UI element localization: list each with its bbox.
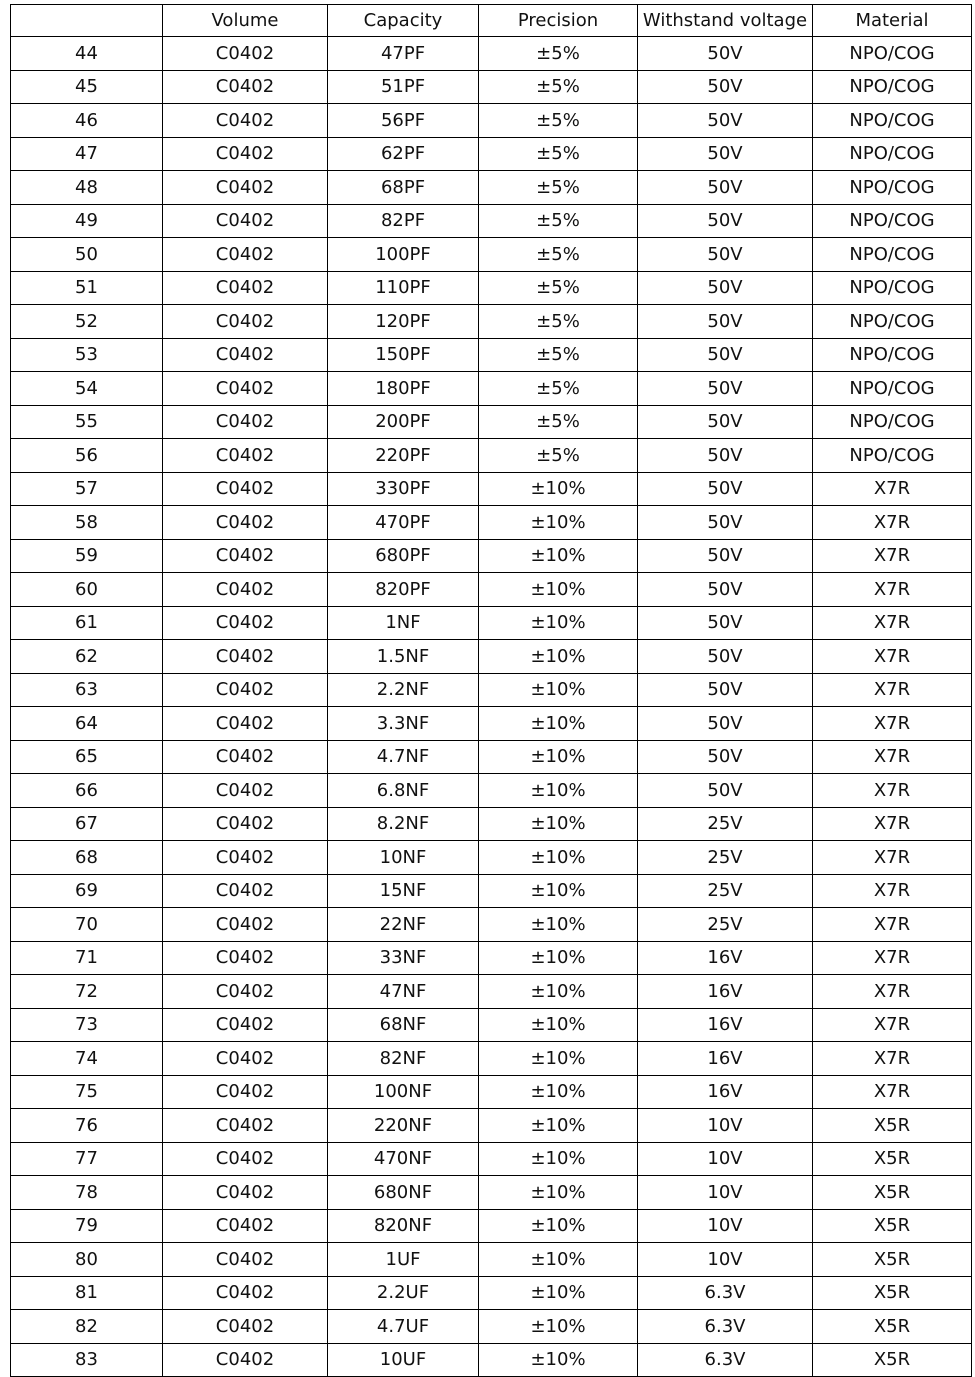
cell-capacity: 62PF xyxy=(328,137,479,171)
cell-capacity: 10UF xyxy=(328,1343,479,1377)
table-row xyxy=(11,1142,972,1176)
cell-volume: C0402 xyxy=(163,1176,328,1210)
cell-volume: C0402 xyxy=(163,238,328,272)
cell-capacity: 22NF xyxy=(328,908,479,942)
cell-precision: ±10% xyxy=(479,807,638,841)
table-row xyxy=(11,941,972,975)
cell-withstand-voltage: 25V xyxy=(638,908,813,942)
cell-material: NPO/COG xyxy=(813,104,972,138)
cell-precision: ±10% xyxy=(479,774,638,808)
cell-precision: ±10% xyxy=(479,573,638,607)
cell-capacity: 200PF xyxy=(328,405,479,439)
cell-capacity: 68NF xyxy=(328,1008,479,1042)
cell-withstand-voltage: 50V xyxy=(638,104,813,138)
cell-withstand-voltage: 50V xyxy=(638,137,813,171)
cell-material: NPO/COG xyxy=(813,137,972,171)
cell-withstand-voltage: 50V xyxy=(638,204,813,238)
cell-material: X7R xyxy=(813,908,972,942)
cell-withstand-voltage: 50V xyxy=(638,70,813,104)
cell-capacity: 220NF xyxy=(328,1109,479,1143)
table-row xyxy=(11,1109,972,1143)
cell-material: X7R xyxy=(813,807,972,841)
cell-index: 81 xyxy=(11,1276,163,1310)
header-volume: Volume xyxy=(163,5,328,37)
cell-withstand-voltage: 50V xyxy=(638,640,813,674)
table-row xyxy=(11,338,972,372)
cell-capacity: 120PF xyxy=(328,305,479,339)
cell-index: 44 xyxy=(11,37,163,71)
cell-index: 49 xyxy=(11,204,163,238)
cell-withstand-voltage: 50V xyxy=(638,37,813,71)
cell-index: 55 xyxy=(11,405,163,439)
cell-volume: C0402 xyxy=(163,1042,328,1076)
cell-precision: ±10% xyxy=(479,975,638,1009)
cell-volume: C0402 xyxy=(163,472,328,506)
cell-capacity: 680PF xyxy=(328,539,479,573)
cell-material: NPO/COG xyxy=(813,372,972,406)
cell-material: X7R xyxy=(813,472,972,506)
cell-volume: C0402 xyxy=(163,271,328,305)
table-row xyxy=(11,137,972,171)
cell-material: X7R xyxy=(813,673,972,707)
header-material: Material xyxy=(813,5,972,37)
cell-material: NPO/COG xyxy=(813,439,972,473)
table-row xyxy=(11,439,972,473)
cell-volume: C0402 xyxy=(163,673,328,707)
cell-precision: ±10% xyxy=(479,941,638,975)
table-row xyxy=(11,740,972,774)
cell-capacity: 1UF xyxy=(328,1243,479,1277)
cell-capacity: 470PF xyxy=(328,506,479,540)
cell-index: 58 xyxy=(11,506,163,540)
cell-precision: ±10% xyxy=(479,506,638,540)
table-row xyxy=(11,171,972,205)
cell-material: X5R xyxy=(813,1310,972,1344)
cell-volume: C0402 xyxy=(163,606,328,640)
cell-volume: C0402 xyxy=(163,1142,328,1176)
table-row xyxy=(11,1276,972,1310)
cell-precision: ±10% xyxy=(479,874,638,908)
cell-withstand-voltage: 50V xyxy=(638,506,813,540)
cell-precision: ±5% xyxy=(479,271,638,305)
cell-index: 83 xyxy=(11,1343,163,1377)
cell-volume: C0402 xyxy=(163,1310,328,1344)
cell-capacity: 100NF xyxy=(328,1075,479,1109)
cell-volume: C0402 xyxy=(163,707,328,741)
cell-index: 53 xyxy=(11,338,163,372)
cell-withstand-voltage: 10V xyxy=(638,1176,813,1210)
cell-index: 48 xyxy=(11,171,163,205)
cell-precision: ±5% xyxy=(479,372,638,406)
cell-precision: ±5% xyxy=(479,305,638,339)
cell-precision: ±10% xyxy=(479,1042,638,1076)
cell-capacity: 4.7UF xyxy=(328,1310,479,1344)
cell-capacity: 15NF xyxy=(328,874,479,908)
cell-withstand-voltage: 50V xyxy=(638,472,813,506)
cell-precision: ±10% xyxy=(479,841,638,875)
table-row xyxy=(11,305,972,339)
cell-capacity: 8.2NF xyxy=(328,807,479,841)
cell-material: NPO/COG xyxy=(813,338,972,372)
table-row xyxy=(11,874,972,908)
cell-precision: ±5% xyxy=(479,338,638,372)
cell-material: X5R xyxy=(813,1343,972,1377)
cell-material: X7R xyxy=(813,640,972,674)
cell-index: 64 xyxy=(11,707,163,741)
cell-index: 54 xyxy=(11,372,163,406)
table-row xyxy=(11,506,972,540)
cell-volume: C0402 xyxy=(163,740,328,774)
cell-index: 78 xyxy=(11,1176,163,1210)
cell-index: 80 xyxy=(11,1243,163,1277)
table-row xyxy=(11,37,972,71)
cell-material: NPO/COG xyxy=(813,238,972,272)
cell-precision: ±5% xyxy=(479,171,638,205)
cell-material: X5R xyxy=(813,1276,972,1310)
cell-withstand-voltage: 10V xyxy=(638,1209,813,1243)
cell-withstand-voltage: 16V xyxy=(638,975,813,1009)
cell-index: 79 xyxy=(11,1209,163,1243)
cell-capacity: 180PF xyxy=(328,372,479,406)
table-row xyxy=(11,1176,972,1210)
cell-material: NPO/COG xyxy=(813,171,972,205)
cell-precision: ±10% xyxy=(479,1109,638,1143)
cell-precision: ±5% xyxy=(479,439,638,473)
cell-precision: ±10% xyxy=(479,1209,638,1243)
cell-capacity: 47PF xyxy=(328,37,479,71)
cell-precision: ±10% xyxy=(479,1243,638,1277)
cell-material: X7R xyxy=(813,774,972,808)
cell-volume: C0402 xyxy=(163,171,328,205)
cell-withstand-voltage: 16V xyxy=(638,1042,813,1076)
cell-capacity: 33NF xyxy=(328,941,479,975)
table-row xyxy=(11,1310,972,1344)
cell-capacity: 2.2NF xyxy=(328,673,479,707)
cell-capacity: 2.2UF xyxy=(328,1276,479,1310)
cell-withstand-voltage: 6.3V xyxy=(638,1343,813,1377)
cell-withstand-voltage: 50V xyxy=(638,271,813,305)
cell-volume: C0402 xyxy=(163,841,328,875)
cell-material: X7R xyxy=(813,941,972,975)
cell-index: 74 xyxy=(11,1042,163,1076)
cell-material: NPO/COG xyxy=(813,305,972,339)
cell-precision: ±10% xyxy=(479,1310,638,1344)
cell-precision: ±5% xyxy=(479,137,638,171)
table-row xyxy=(11,908,972,942)
cell-capacity: 470NF xyxy=(328,1142,479,1176)
cell-withstand-voltage: 10V xyxy=(638,1243,813,1277)
cell-precision: ±10% xyxy=(479,1075,638,1109)
cell-capacity: 82NF xyxy=(328,1042,479,1076)
cell-volume: C0402 xyxy=(163,573,328,607)
table-row xyxy=(11,204,972,238)
cell-material: X5R xyxy=(813,1243,972,1277)
cell-index: 51 xyxy=(11,271,163,305)
cell-material: X7R xyxy=(813,841,972,875)
table-row xyxy=(11,807,972,841)
cell-capacity: 6.8NF xyxy=(328,774,479,808)
cell-volume: C0402 xyxy=(163,104,328,138)
cell-volume: C0402 xyxy=(163,70,328,104)
cell-withstand-voltage: 16V xyxy=(638,1008,813,1042)
header-row xyxy=(11,5,972,37)
cell-material: NPO/COG xyxy=(813,70,972,104)
cell-withstand-voltage: 50V xyxy=(638,539,813,573)
table-row xyxy=(11,1343,972,1377)
table-row xyxy=(11,1042,972,1076)
cell-withstand-voltage: 10V xyxy=(638,1142,813,1176)
cell-material: X7R xyxy=(813,539,972,573)
header-capacity: Capacity xyxy=(328,5,479,37)
cell-material: NPO/COG xyxy=(813,204,972,238)
header-precision: Precision xyxy=(479,5,638,37)
cell-volume: C0402 xyxy=(163,1243,328,1277)
cell-volume: C0402 xyxy=(163,539,328,573)
cell-index: 68 xyxy=(11,841,163,875)
cell-material: NPO/COG xyxy=(813,271,972,305)
table-row xyxy=(11,472,972,506)
cell-withstand-voltage: 50V xyxy=(638,238,813,272)
table-row xyxy=(11,70,972,104)
table-row xyxy=(11,104,972,138)
cell-index: 52 xyxy=(11,305,163,339)
cell-material: X5R xyxy=(813,1142,972,1176)
cell-volume: C0402 xyxy=(163,941,328,975)
table-row xyxy=(11,841,972,875)
cell-precision: ±10% xyxy=(479,1142,638,1176)
table-row xyxy=(11,1243,972,1277)
table-row xyxy=(11,1209,972,1243)
cell-volume: C0402 xyxy=(163,1075,328,1109)
cell-withstand-voltage: 16V xyxy=(638,1075,813,1109)
cell-index: 47 xyxy=(11,137,163,171)
cell-volume: C0402 xyxy=(163,204,328,238)
cell-withstand-voltage: 25V xyxy=(638,841,813,875)
cell-index: 77 xyxy=(11,1142,163,1176)
cell-precision: ±10% xyxy=(479,1008,638,1042)
cell-index: 66 xyxy=(11,774,163,808)
cell-material: NPO/COG xyxy=(813,37,972,71)
cell-capacity: 10NF xyxy=(328,841,479,875)
cell-capacity: 4.7NF xyxy=(328,740,479,774)
cell-capacity: 51PF xyxy=(328,70,479,104)
cell-index: 70 xyxy=(11,908,163,942)
cell-volume: C0402 xyxy=(163,1008,328,1042)
cell-withstand-voltage: 50V xyxy=(638,171,813,205)
cell-volume: C0402 xyxy=(163,405,328,439)
cell-index: 46 xyxy=(11,104,163,138)
cell-index: 62 xyxy=(11,640,163,674)
table-row xyxy=(11,774,972,808)
table-header xyxy=(11,5,972,37)
cell-index: 59 xyxy=(11,539,163,573)
cell-index: 45 xyxy=(11,70,163,104)
table-row xyxy=(11,539,972,573)
cell-capacity: 680NF xyxy=(328,1176,479,1210)
cell-material: X7R xyxy=(813,1008,972,1042)
cell-index: 60 xyxy=(11,573,163,607)
cell-precision: ±10% xyxy=(479,1343,638,1377)
cell-capacity: 1NF xyxy=(328,606,479,640)
cell-withstand-voltage: 50V xyxy=(638,740,813,774)
cell-withstand-voltage: 50V xyxy=(638,707,813,741)
cell-withstand-voltage: 50V xyxy=(638,338,813,372)
cell-index: 75 xyxy=(11,1075,163,1109)
cell-volume: C0402 xyxy=(163,874,328,908)
table-row xyxy=(11,640,972,674)
cell-material: X7R xyxy=(813,1042,972,1076)
cell-precision: ±5% xyxy=(479,238,638,272)
table-row xyxy=(11,1008,972,1042)
cell-withstand-voltage: 50V xyxy=(638,305,813,339)
cell-precision: ±10% xyxy=(479,740,638,774)
cell-withstand-voltage: 6.3V xyxy=(638,1276,813,1310)
cell-precision: ±10% xyxy=(479,1276,638,1310)
table-row xyxy=(11,1075,972,1109)
capacitor-spec-table xyxy=(10,4,972,1377)
cell-capacity: 3.3NF xyxy=(328,707,479,741)
header-index xyxy=(11,5,163,37)
cell-precision: ±5% xyxy=(479,405,638,439)
cell-index: 67 xyxy=(11,807,163,841)
cell-precision: ±10% xyxy=(479,539,638,573)
cell-material: X7R xyxy=(813,606,972,640)
cell-precision: ±10% xyxy=(479,673,638,707)
cell-capacity: 82PF xyxy=(328,204,479,238)
cell-material: X7R xyxy=(813,1075,972,1109)
cell-capacity: 1.5NF xyxy=(328,640,479,674)
cell-withstand-voltage: 50V xyxy=(638,774,813,808)
table-row xyxy=(11,606,972,640)
cell-withstand-voltage: 50V xyxy=(638,673,813,707)
cell-material: X7R xyxy=(813,506,972,540)
cell-withstand-voltage: 50V xyxy=(638,439,813,473)
cell-precision: ±10% xyxy=(479,606,638,640)
cell-volume: C0402 xyxy=(163,37,328,71)
cell-volume: C0402 xyxy=(163,640,328,674)
cell-capacity: 47NF xyxy=(328,975,479,1009)
cell-index: 72 xyxy=(11,975,163,1009)
cell-index: 50 xyxy=(11,238,163,272)
cell-capacity: 150PF xyxy=(328,338,479,372)
cell-volume: C0402 xyxy=(163,908,328,942)
cell-precision: ±5% xyxy=(479,104,638,138)
table-row xyxy=(11,673,972,707)
cell-capacity: 330PF xyxy=(328,472,479,506)
cell-material: X7R xyxy=(813,975,972,1009)
cell-capacity: 110PF xyxy=(328,271,479,305)
header-withstand-voltage: Withstand voltage xyxy=(638,5,813,37)
cell-volume: C0402 xyxy=(163,338,328,372)
cell-withstand-voltage: 25V xyxy=(638,807,813,841)
cell-withstand-voltage: 50V xyxy=(638,606,813,640)
table-row xyxy=(11,975,972,1009)
cell-volume: C0402 xyxy=(163,439,328,473)
cell-withstand-voltage: 50V xyxy=(638,372,813,406)
table-row xyxy=(11,372,972,406)
cell-capacity: 220PF xyxy=(328,439,479,473)
cell-index: 73 xyxy=(11,1008,163,1042)
cell-capacity: 56PF xyxy=(328,104,479,138)
cell-withstand-voltage: 50V xyxy=(638,573,813,607)
cell-index: 69 xyxy=(11,874,163,908)
cell-volume: C0402 xyxy=(163,1109,328,1143)
cell-withstand-voltage: 25V xyxy=(638,874,813,908)
table-body xyxy=(11,37,972,1377)
table-row xyxy=(11,707,972,741)
cell-index: 82 xyxy=(11,1310,163,1344)
cell-volume: C0402 xyxy=(163,372,328,406)
cell-precision: ±10% xyxy=(479,908,638,942)
cell-index: 71 xyxy=(11,941,163,975)
cell-material: NPO/COG xyxy=(813,405,972,439)
cell-precision: ±10% xyxy=(479,1176,638,1210)
cell-index: 76 xyxy=(11,1109,163,1143)
cell-material: X5R xyxy=(813,1176,972,1210)
cell-material: X5R xyxy=(813,1109,972,1143)
cell-volume: C0402 xyxy=(163,774,328,808)
cell-precision: ±5% xyxy=(479,37,638,71)
cell-material: X5R xyxy=(813,1209,972,1243)
cell-capacity: 820PF xyxy=(328,573,479,607)
cell-index: 57 xyxy=(11,472,163,506)
cell-material: X7R xyxy=(813,573,972,607)
cell-precision: ±5% xyxy=(479,204,638,238)
cell-material: X7R xyxy=(813,707,972,741)
cell-capacity: 820NF xyxy=(328,1209,479,1243)
cell-index: 65 xyxy=(11,740,163,774)
cell-index: 61 xyxy=(11,606,163,640)
cell-volume: C0402 xyxy=(163,807,328,841)
cell-volume: C0402 xyxy=(163,137,328,171)
cell-precision: ±5% xyxy=(479,70,638,104)
cell-precision: ±10% xyxy=(479,472,638,506)
table-row xyxy=(11,573,972,607)
table-row xyxy=(11,271,972,305)
cell-precision: ±10% xyxy=(479,640,638,674)
cell-volume: C0402 xyxy=(163,506,328,540)
cell-withstand-voltage: 10V xyxy=(638,1109,813,1143)
cell-index: 56 xyxy=(11,439,163,473)
table-row xyxy=(11,405,972,439)
cell-withstand-voltage: 16V xyxy=(638,941,813,975)
cell-precision: ±10% xyxy=(479,707,638,741)
cell-volume: C0402 xyxy=(163,1276,328,1310)
cell-withstand-voltage: 50V xyxy=(638,405,813,439)
cell-volume: C0402 xyxy=(163,1209,328,1243)
cell-volume: C0402 xyxy=(163,305,328,339)
cell-volume: C0402 xyxy=(163,975,328,1009)
cell-capacity: 100PF xyxy=(328,238,479,272)
cell-volume: C0402 xyxy=(163,1343,328,1377)
table-row xyxy=(11,238,972,272)
cell-capacity: 68PF xyxy=(328,171,479,205)
cell-withstand-voltage: 6.3V xyxy=(638,1310,813,1344)
cell-material: X7R xyxy=(813,874,972,908)
cell-material: X7R xyxy=(813,740,972,774)
cell-index: 63 xyxy=(11,673,163,707)
